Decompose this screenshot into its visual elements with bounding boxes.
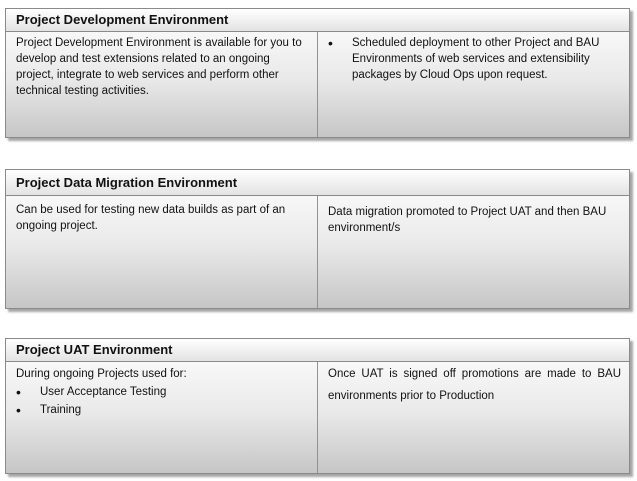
panel-title: Project UAT Environment bbox=[6, 339, 629, 362]
bullet-item: • Scheduled deployment to other Project and BAU Environments of web services and extensibility packages by Cloud Ops upon request. bbox=[328, 35, 621, 83]
bullet-list bbox=[16, 383, 309, 419]
panel-intro: During ongoing Projects used for: bbox=[16, 368, 187, 380]
bullet-list bbox=[328, 35, 621, 83]
panel-description: Project Development Environment is available for you to develop and test extensions related to an ongoing project, integrate to web services and perform other technical testing activities. bbox=[16, 37, 302, 97]
bullet-item: • User Acceptance Testing bbox=[16, 383, 309, 401]
panel-project-data-migration bbox=[5, 169, 630, 309]
panel-right-column bbox=[318, 32, 629, 137]
panel-project-uat bbox=[5, 338, 630, 474]
panel-project-development bbox=[5, 8, 630, 138]
panel-title: Project Development Environment bbox=[6, 9, 629, 32]
panel-right-column bbox=[318, 362, 629, 473]
panel-title: Project Data Migration Environment bbox=[6, 170, 629, 196]
panel-outcome: Data migration promoted to Project UAT and then BAU environment/s bbox=[328, 206, 607, 234]
panel-left-column bbox=[6, 196, 318, 308]
panel-outcome: Once UAT is signed off promotions are made to BAU environments prior to Production bbox=[328, 368, 621, 402]
panel-description: Can be used for testing new data builds as part of an ongoing project. bbox=[16, 204, 286, 232]
bullet-item: • Training bbox=[16, 401, 309, 419]
panel-right-column bbox=[318, 196, 629, 308]
panel-left-column bbox=[6, 362, 318, 473]
panel-left-column bbox=[6, 32, 318, 137]
